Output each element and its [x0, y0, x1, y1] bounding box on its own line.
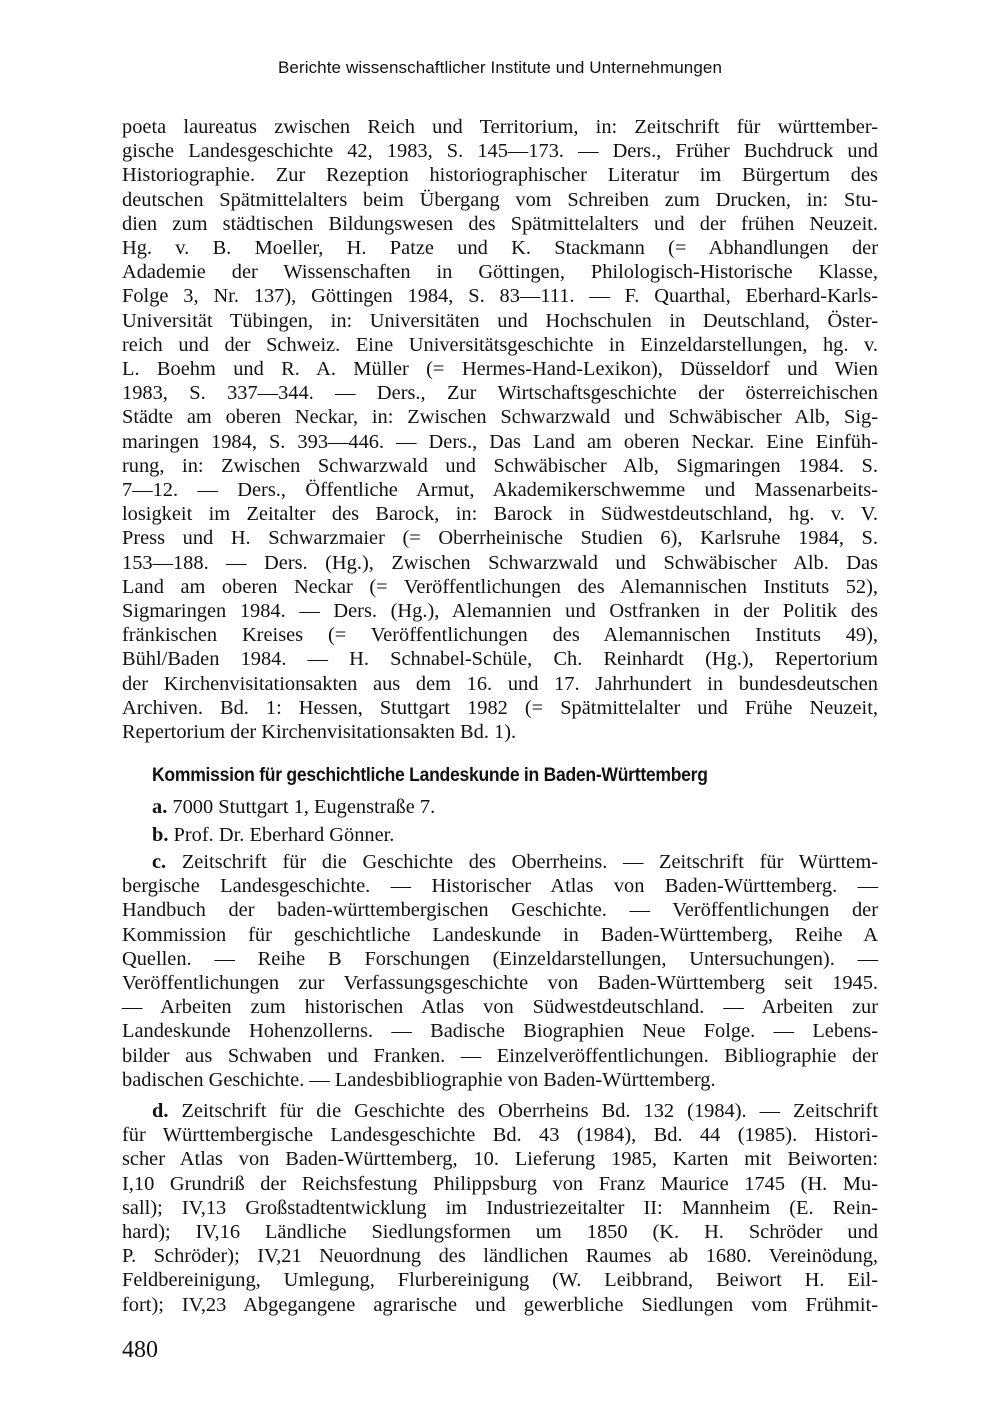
text-line: Repertorium der Kirchenvisitationsakten Bd. 1). [122, 721, 517, 744]
text-line: Archiven. Bd. 1: Hessen, Stuttgart 1982 (= Spätmittelalter und Frühe Neuzeit, [122, 696, 878, 719]
text-line: Land am oberen Neckar (= Veröffentlichungen des Alemannischen Instituts 52), [122, 575, 878, 598]
text-line: badischen Geschichte. — Landesbibliographie von Baden-Württemberg. [122, 1068, 716, 1091]
text-line: Folge 3, Nr. 137), Göttingen 1984, S. 83—111. — F. Quarthal, Eberhard-Karls- [122, 285, 878, 308]
text-line: Feldbereinigung, Umlegung, Flurbereinigung (W. Leibbrand, Beiwort H. Eil- [122, 1269, 878, 1292]
text-line: Sigmaringen 1984. — Ders. (Hg.), Alemannien und Ostfranken in der Politik des [122, 600, 878, 623]
text-line: Press und H. Schwarzmaier (= Oberrheinische Studien 6), Karlsruhe 1984, S. [122, 527, 878, 550]
text-line: 153—188. — Ders. (Hg.), Zwischen Schwarzwald und Schwäbischer Alb. Das [122, 551, 878, 574]
text-line: fort); IV,23 Abgegangene agrarische und gewerbliche Siedlungen vom Frühmit- [122, 1293, 878, 1316]
text-line: maringen 1984, S. 393—446. — Ders., Das Land am oberen Neckar. Eine Einfüh- [122, 430, 878, 453]
running-head: Berichte wissenschaftlicher Institute und Unternehmungen [277, 58, 723, 77]
text-line: L. Boehm und R. A. Müller (= Hermes-Hand-Lexikon), Düsseldorf und Wien [122, 358, 878, 381]
text-line: dien zum städtischen Bildungswesen des Spätmittelalters und der frühen Neuzeit. [122, 212, 878, 235]
entry-director [122, 823, 878, 847]
entry-label: a. [152, 796, 168, 818]
text-line: losigkeit im Zeitalter des Barock, in: Barock in Südwestdeutschland, hg. v. V. [122, 503, 878, 526]
text-line: bilder aus Schwaben und Franken. — Einzelveröffentlichungen. Bibliographie der [122, 1044, 878, 1067]
text-line: Adademie der Wissenschaften in Göttingen, Philologisch-Historische Klasse, [122, 261, 878, 284]
page-number: 480 [122, 1337, 158, 1363]
entry-text: Zeitschrift für die Geschichte des Oberrheins Bd. 132 (1984). — Zeitschrift [168, 1100, 878, 1122]
text-line: P. Schröder); IV,21 Neuordnung des ländlichen Raumes ab 1680. Vereinödung, [122, 1245, 878, 1268]
entry-a-line [122, 795, 878, 819]
text-line: reich und der Schweiz. Eine Universitätsgeschichte in Einzeldarstellungen, hg. v. [122, 333, 878, 356]
text-line: 7—12. — Ders., Öffentliche Armut, Akademikerschwemme und Massenarbeits- [122, 479, 878, 502]
entry-text: Zeitschrift für die Geschichte des Oberrheins. — Zeitschrift für Württem- [166, 851, 878, 873]
entry-d-first-line [122, 1099, 878, 1123]
text-line: scher Atlas von Baden-Württemberg, 10. Lieferung 1985, Karten mit Beiworten: [122, 1148, 878, 1171]
text-line: — Arbeiten zum historischen Atlas von Südwestdeutschland. — Arbeiten zur [122, 996, 878, 1019]
text-line: Historiographie. Zur Rezeption historiographischer Literatur im Bürgertum des [122, 164, 878, 187]
text-line: Landeskunde Hohenzollerns. — Badische Biographien Neue Folge. — Lebens- [122, 1020, 878, 1043]
text-line: hard); IV,16 Ländliche Siedlungsformen um 1850 (K. H. Schröder und [122, 1221, 878, 1244]
entry-publications [122, 850, 878, 1092]
text-line: Veröffentlichungen zur Verfassungsgeschichte von Baden-Württemberg seit 1945. [122, 972, 878, 995]
text-line: gische Landesgeschichte 42, 1983, S. 145—173. — Ders., Früher Buchdruck und [122, 140, 878, 163]
text-line: rung, in: Zwischen Schwarzwald und Schwäbischer Alb, Sigmaringen 1984. S. [122, 454, 878, 477]
text-line: Kommission für geschichtliche Landeskunde in Baden-Württemberg, Reihe A [122, 923, 878, 946]
entry-label: d. [152, 1100, 169, 1122]
text-line: I,10 Grundriß der Reichsfestung Philippsburg von Franz Maurice 1745 (H. Mu- [122, 1172, 878, 1195]
text-line: Bühl/Baden 1984. — H. Schnabel-Schüle, Ch. Reinhardt (Hg.), Repertorium [122, 648, 878, 671]
text-line: Hg. v. B. Moeller, H. Patze und K. Stackmann (= Abhandlungen der [122, 237, 878, 260]
text-line: poeta laureatus zwischen Reich und Territorium, in: Zeitschrift für württember- [122, 116, 878, 138]
text-line: bergische Landesgeschichte. — Historischer Atlas von Baden-Württemberg. — [122, 875, 878, 898]
text-line: Städte am oberen Neckar, in: Zwischen Schwarzwald und Schwäbischer Alb, Sig- [122, 406, 878, 429]
text-line: 1983, S. 337—344. — Ders., Zur Wirtschaftsgeschichte der österreichischen [122, 382, 878, 405]
entry-text: Prof. Dr. Eberhard Gönner. [168, 824, 395, 846]
text-line: Quellen. — Reihe B Forschungen (Einzeldarstellungen, Untersuchungen). — [122, 947, 878, 970]
text-line: für Württembergische Landesgeschichte Bd. 43 (1984), Bd. 44 (1985). Histori- [122, 1124, 878, 1147]
entry-b-line [122, 823, 878, 847]
entry-label: c. [152, 851, 167, 873]
text-line: Universität Tübingen, in: Universitäten und Hochschulen in Deutschland, Öster- [122, 309, 878, 332]
entry-recent-publications [122, 1099, 878, 1317]
text-line: fränkischen Kreises (= Veröffentlichungen des Alemannischen Instituts 49), [122, 624, 878, 647]
section-heading: Kommission für geschichtliche Landeskunde in Baden-Württemberg [152, 764, 708, 786]
continued-bibliography-paragraph [122, 115, 878, 744]
entry-c-first-line [122, 850, 878, 874]
text-line: deutschen Spätmittelalters beim Übergang vom Schreiben zum Drucken, in: Stu- [122, 188, 878, 211]
entry-address [122, 795, 878, 819]
text-line: der Kirchenvisitationsakten aus dem 16. und 17. Jahrhundert in bundesdeutschen [122, 672, 878, 695]
text-line: sall); IV,13 Großstadtentwicklung im Industriezeitalter II: Mannheim (E. Rein- [122, 1196, 878, 1219]
entry-label: b. [152, 824, 169, 846]
text-line: Handbuch der baden-württembergischen Geschichte. — Veröffentlichungen der [122, 899, 878, 922]
entry-text: 7000 Stuttgart 1, Eugenstraße 7. [167, 796, 436, 818]
